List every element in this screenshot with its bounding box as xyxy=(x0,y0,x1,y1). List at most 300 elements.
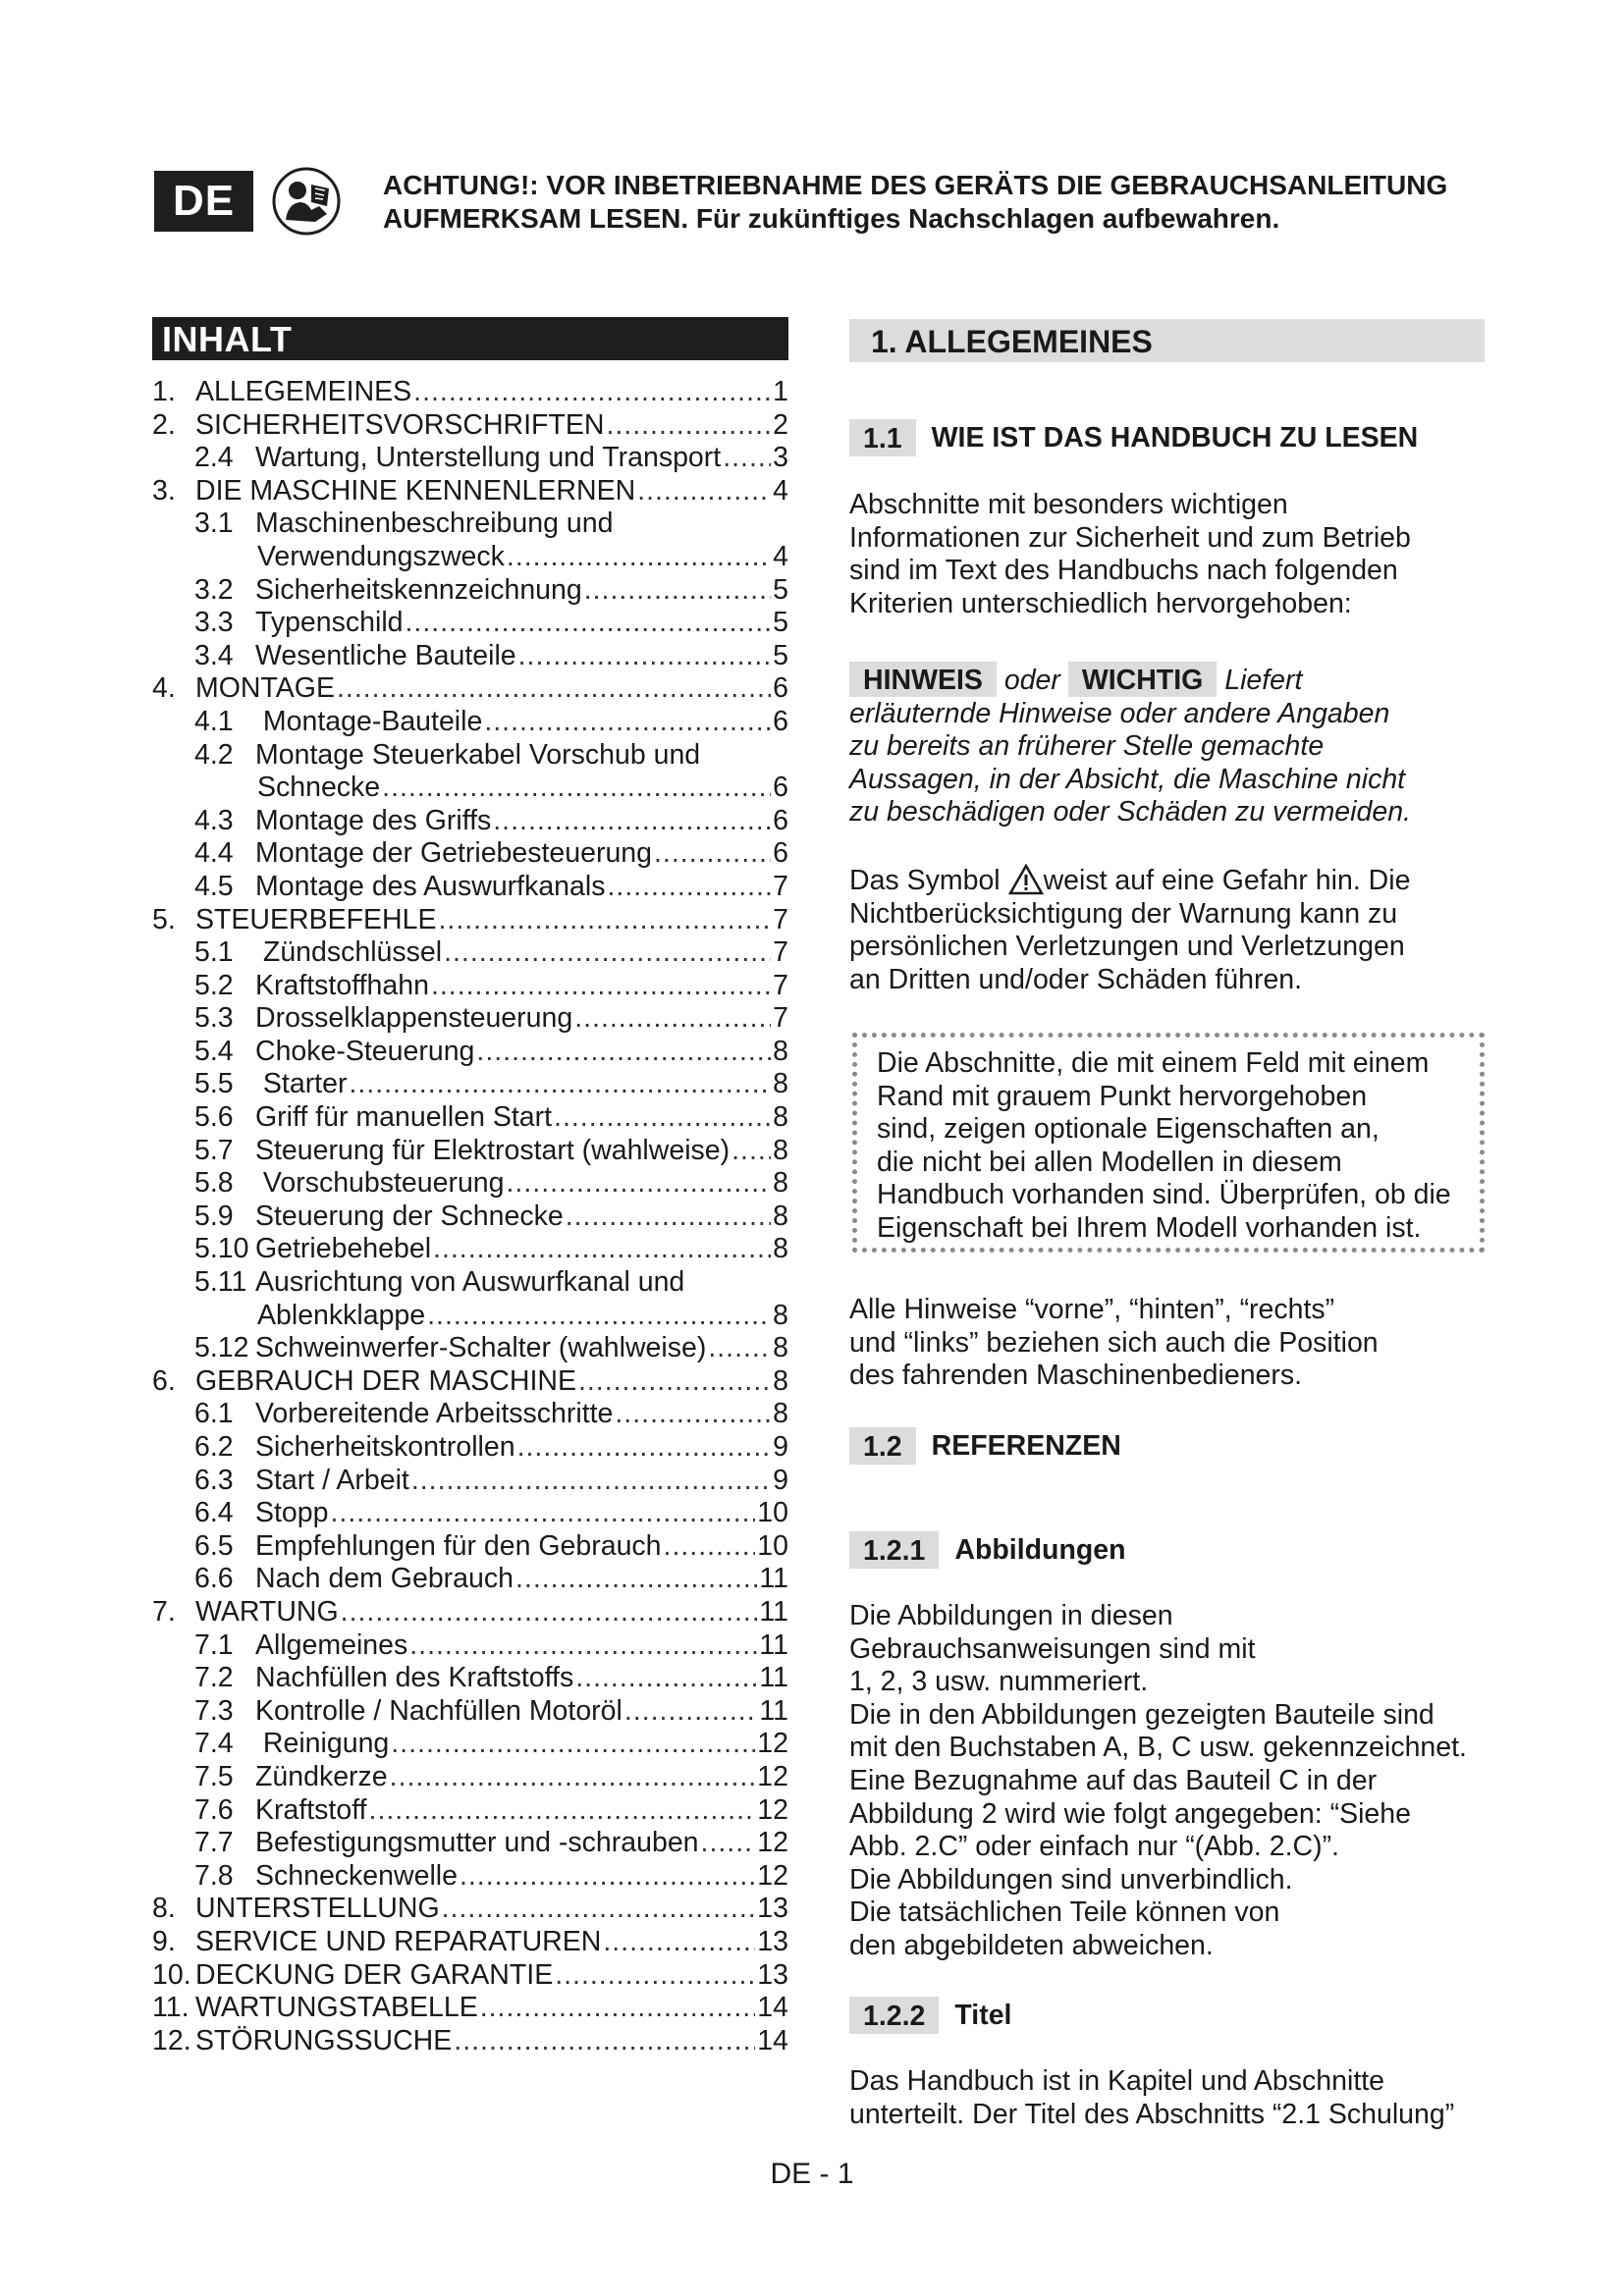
toc-leader-dots xyxy=(708,1332,771,1365)
text-line: den abgebildeten abweichen. xyxy=(849,1929,1214,1961)
toc-entry xyxy=(152,1596,788,1629)
toc-entry-title: Befestigungsmutter und -schrauben xyxy=(255,1827,699,1859)
paragraph-symbol xyxy=(849,864,1410,996)
toc-entry-number: 7.5 xyxy=(194,1760,234,1792)
toc-entry-page: 6 xyxy=(773,804,788,836)
toc-entry-page: 12 xyxy=(757,1793,788,1826)
toc-entry-title: DIE MASCHINE KENNENLERNEN xyxy=(195,474,636,507)
read-manual-icon xyxy=(272,167,341,236)
text-line: Nichtberücksichtigung der Warnung kann zu xyxy=(849,897,1398,930)
toc-entry-page: 2 xyxy=(773,408,788,441)
toc-entry-page: 6 xyxy=(773,705,788,737)
toc-entry-title: Sicherheitskontrollen xyxy=(255,1431,515,1463)
toc-entry-page: 8 xyxy=(773,1332,788,1364)
text-line: persönlichen Verletzungen und Verletzungen xyxy=(849,931,1405,963)
toc-entry xyxy=(152,772,788,805)
toc-entry-number: 4.5 xyxy=(194,870,234,902)
toc-entry-number: 5.6 xyxy=(194,1101,234,1134)
wichtig-tag: WICHTIG xyxy=(1068,662,1217,697)
toc-entry xyxy=(152,1794,788,1828)
toc-entry xyxy=(152,1036,788,1069)
toc-entry xyxy=(152,1266,788,1300)
toc-entry-title: Montage der Getriebesteuerung xyxy=(255,837,653,870)
toc-entry xyxy=(152,1629,788,1663)
toc-entry-page: 12 xyxy=(757,1728,788,1760)
toc-leader-dots xyxy=(390,1761,756,1794)
toc-leader-dots xyxy=(411,1465,771,1498)
toc-entry xyxy=(152,1398,788,1431)
toc-entry-number: 7.4 xyxy=(194,1728,234,1760)
toc-entry-page: 8 xyxy=(773,1068,788,1100)
toc-entry xyxy=(152,1300,788,1333)
toc-entry-title: SICHERHEITSVORSCHRIFTEN xyxy=(195,408,605,441)
toc-entry-title: Wartung, Unterstellung und Transport xyxy=(255,442,722,474)
toc-entry-page: 10 xyxy=(757,1529,788,1562)
text-line: Rand mit grauem Punkt hervorgehoben xyxy=(877,1080,1368,1112)
toc-leader-dots xyxy=(460,1860,755,1894)
toc-entry-number: 4.3 xyxy=(194,804,234,836)
toc-leader-dots xyxy=(484,706,771,739)
text-line: Aussagen, in der Absicht, die Maschine nicht xyxy=(849,763,1406,795)
text-line: Eigenschaft bei Ihrem Modell vorhanden ist. xyxy=(877,1211,1422,1244)
table-of-contents xyxy=(152,376,788,2057)
toc-entry-number: 4.1 xyxy=(194,705,234,737)
toc-entry xyxy=(152,1497,788,1530)
subsection-title: Titel xyxy=(954,1999,1012,2031)
toc-entry xyxy=(152,1860,788,1894)
toc-entry-title: WARTUNGSTABELLE xyxy=(195,1992,478,2024)
toc-entry-number: 5. xyxy=(152,903,176,935)
toc-leader-dots xyxy=(493,805,771,838)
text-line: Gebrauchsanweisungen sind mit xyxy=(849,1632,1256,1665)
toc-leader-dots xyxy=(406,607,772,640)
toc-entry-page: 8 xyxy=(773,1035,788,1067)
toc-entry-number: 6. xyxy=(152,1364,176,1397)
toc-entry-title: STEUERBEFEHLE xyxy=(195,903,437,935)
toc-entry-number: 7.3 xyxy=(194,1694,234,1727)
toc-leader-dots xyxy=(654,837,771,871)
toc-entry-title: Nach dem Gebrauch xyxy=(255,1563,514,1595)
toc-entry xyxy=(152,1332,788,1365)
toc-entry-number: 4. xyxy=(152,672,176,705)
toc-entry-page: 11 xyxy=(759,1662,788,1694)
toc-entry-number: 5.2 xyxy=(194,969,234,1001)
text-line: Handbuch vorhanden sind. Überprüfen, ob die xyxy=(877,1179,1451,1211)
toc-entry xyxy=(152,475,788,508)
toc-entry-page: 8 xyxy=(773,1134,788,1166)
toc-entry-page: 7 xyxy=(773,903,788,935)
toc-entry-title: MONTAGE xyxy=(195,672,335,705)
toc-entry-page: 8 xyxy=(773,1398,788,1430)
toc-leader-dots xyxy=(413,376,771,409)
toc-entry-title: GEBRAUCH DER MASCHINE xyxy=(195,1364,576,1397)
toc-entry-page: 1 xyxy=(773,376,788,407)
toc-entry-title: DECKUNG DER GARANTIE xyxy=(195,1958,554,1991)
toc-leader-dots xyxy=(382,772,771,805)
toc-entry xyxy=(152,1167,788,1201)
text-line: Abbildung 2 wird wie folgt angegeben: “Siehe xyxy=(849,1797,1411,1830)
toc-leader-dots xyxy=(731,1135,771,1168)
language-badge: DE xyxy=(154,171,253,232)
toc-entry-number: 5.3 xyxy=(194,1002,234,1035)
toc-entry-number: 5.1 xyxy=(194,936,234,969)
toc-leader-dots xyxy=(409,1629,757,1663)
toc-entry xyxy=(152,1827,788,1860)
toc-entry-title: Wesentliche Bauteile xyxy=(255,639,516,671)
subsection-number: 1.1 xyxy=(849,419,916,456)
toc-entry-page: 9 xyxy=(773,1431,788,1463)
toc-entry-number: 4.2 xyxy=(194,738,234,771)
toc-entry-title: Stopp xyxy=(255,1497,329,1529)
toc-entry-number: 1. xyxy=(152,376,176,407)
toc-entry xyxy=(152,1201,788,1234)
toc-entry xyxy=(152,936,788,970)
toc-entry-title: Zündkerze xyxy=(255,1760,388,1792)
toc-entry-page: 4 xyxy=(773,474,788,507)
toc-entry-number: 5.8 xyxy=(194,1167,234,1200)
toc-entry xyxy=(152,1530,788,1564)
page-number: DE - 1 xyxy=(770,2158,854,2190)
toc-entry xyxy=(152,672,788,706)
toc-entry-page: 12 xyxy=(757,1859,788,1892)
warning-triangle-icon xyxy=(1008,864,1044,895)
toc-entry-page: 12 xyxy=(757,1760,788,1792)
toc-leader-dots xyxy=(438,904,771,937)
toc-entry-title: Schnecke xyxy=(257,772,381,804)
toc-entry-page: 5 xyxy=(773,573,788,606)
toc-leader-dots xyxy=(330,1497,755,1530)
toc-entry-page: 8 xyxy=(773,1233,788,1265)
toc-entry xyxy=(152,541,788,574)
toc-entry xyxy=(152,1431,788,1465)
toc-entry xyxy=(152,1233,788,1266)
toc-entry-title: ALLEGEMEINES xyxy=(195,376,412,407)
text-line: zu beschädigen oder Schäden zu vermeiden. xyxy=(849,796,1411,828)
toc-leader-dots xyxy=(444,936,771,970)
toc-leader-dots xyxy=(615,1398,771,1431)
toc-entry-number: 6.4 xyxy=(194,1497,234,1529)
text-line: 1, 2, 3 usw. nummeriert. xyxy=(849,1666,1149,1698)
paragraph-figures xyxy=(849,1600,1467,1963)
toc-entry-number: 7.6 xyxy=(194,1793,234,1826)
text-line: Die Abbildungen in diesen xyxy=(849,1600,1173,1631)
toc-entry xyxy=(152,1365,788,1399)
toc-leader-dots xyxy=(624,1695,758,1729)
toc-entry-number: 5.11 xyxy=(194,1266,247,1299)
toc-entry-title: SERVICE UND REPARATUREN xyxy=(195,1925,602,1957)
toc-entry-number: 2. xyxy=(152,408,176,441)
toc-entry-title: Nachfüllen des Kraftstoffs xyxy=(255,1662,574,1694)
toc-leader-dots xyxy=(507,541,771,574)
toc-entry-number: 9. xyxy=(152,1925,176,1957)
subsection-1-1-header xyxy=(849,419,1418,456)
toc-leader-dots xyxy=(454,2025,755,2058)
toc-leader-dots xyxy=(555,1959,755,1993)
toc-leader-dots xyxy=(517,1431,772,1465)
toc-entry-page: 11 xyxy=(759,1694,788,1727)
text-line: und “links” beziehen sich auch die Position xyxy=(849,1326,1379,1359)
toc-entry-number: 5.7 xyxy=(194,1134,234,1166)
toc-entry-number: 3.3 xyxy=(194,607,234,639)
toc-entry-title: Vorschubsteuerung xyxy=(255,1167,505,1200)
toc-entry-page: 6 xyxy=(773,672,788,705)
toc-entry-page: 7 xyxy=(773,1002,788,1035)
toc-entry-page: 4 xyxy=(773,540,788,572)
toc-leader-dots xyxy=(507,1167,772,1201)
toc-entry-page: 6 xyxy=(773,837,788,870)
toc-entry xyxy=(152,739,788,773)
subsection-1-2-2-header xyxy=(849,1997,1011,2034)
toc-entry-title: Maschinenbeschreibung und xyxy=(255,507,614,540)
toc-entry-page: 10 xyxy=(757,1497,788,1529)
toc-entry xyxy=(152,1662,788,1695)
toc-entry-number: 7.1 xyxy=(194,1629,234,1661)
toc-entry xyxy=(152,1926,788,1959)
toc-entry-number: 5.9 xyxy=(194,1200,234,1232)
toc-entry-number: 12. xyxy=(152,2024,191,2056)
toc-leader-dots xyxy=(584,574,771,608)
toc-leader-dots xyxy=(337,672,771,706)
toc-leader-dots xyxy=(566,1201,771,1234)
toc-leader-dots xyxy=(476,1036,771,1069)
toc-entry-page: 11 xyxy=(759,1595,788,1628)
toc-entry-number: 5.4 xyxy=(194,1035,234,1067)
toc-entry-page: 11 xyxy=(759,1563,788,1595)
toc-leader-dots xyxy=(606,409,771,443)
toc-entry-number: 6.6 xyxy=(194,1563,234,1595)
text-fragment: weist auf eine Gefahr hin. Die xyxy=(1043,865,1411,896)
symbol-line xyxy=(849,864,1410,898)
toc-entry-number: 8. xyxy=(152,1893,176,1925)
toc-leader-dots xyxy=(433,1233,771,1266)
toc-entry-title: Starter xyxy=(255,1068,348,1100)
toc-entry-title: Start / Arbeit xyxy=(255,1464,409,1496)
section-title: 1. ALLEGEMEINES xyxy=(849,319,1485,362)
toc-entry xyxy=(152,904,788,937)
toc-entry-number: 6.2 xyxy=(194,1431,234,1463)
toc-entry-number: 6.1 xyxy=(194,1398,234,1430)
toc-entry xyxy=(152,706,788,739)
toc-entry xyxy=(152,409,788,443)
toc-entry xyxy=(152,1563,788,1596)
text-line: an Dritten und/oder Schäden führen. xyxy=(849,963,1303,995)
toc-leader-dots xyxy=(442,1893,756,1926)
toc-entry xyxy=(152,1761,788,1794)
subsection-1-2-1-header xyxy=(849,1531,1126,1569)
text-line: Das Handbuch ist in Kapitel und Abschnitte xyxy=(849,2065,1385,2097)
toc-entry-page: 3 xyxy=(773,442,788,474)
text-fragment: Das Symbol xyxy=(849,865,1001,896)
toc-entry xyxy=(152,1992,788,2025)
text-line: Alle Hinweise “vorne”, “hinten”, “rechts” xyxy=(849,1294,1335,1325)
toc-title: INHALT xyxy=(152,317,788,360)
text-line: Die Abbildungen sind unverbindlich. xyxy=(849,1863,1293,1896)
toc-entry-title: Empfehlungen für den Gebrauch xyxy=(255,1529,662,1562)
text-line: Abb. 2.C” oder einfach nur “(Abb. 2.C)”. xyxy=(849,1831,1339,1863)
text-line: erläuternde Hinweise oder andere Angaben xyxy=(849,697,1390,729)
text-line: sind im Text des Handbuchs nach folgenden xyxy=(849,555,1398,587)
subsection-number: 1.2 xyxy=(849,1427,916,1465)
toc-entry xyxy=(152,1101,788,1135)
toc-entry-number: 3.1 xyxy=(194,507,234,540)
toc-entry xyxy=(152,805,788,838)
toc-entry-title: Montage-Bauteile xyxy=(255,705,483,737)
text-line: Abschnitte mit besonders wichtigen xyxy=(849,489,1288,520)
toc-entry-title: Vorbereitende Arbeitsschritte xyxy=(255,1398,614,1430)
paragraph-titles xyxy=(849,2065,1454,2131)
toc-entry xyxy=(152,1728,788,1761)
toc-leader-dots xyxy=(574,1002,771,1036)
toc-entry-title: Kraftstoffhahn xyxy=(255,969,429,1001)
toc-entry-title: Kontrolle / Nachfüllen Motoröl xyxy=(255,1694,623,1727)
text-line: die nicht bei allen Modellen in diesem xyxy=(877,1146,1342,1178)
toc-entry xyxy=(152,442,788,475)
text-line: Die tatsächlichen Teile können von xyxy=(849,1896,1280,1929)
hinweis-line xyxy=(849,662,1411,698)
toc-entry xyxy=(152,2025,788,2058)
toc-entry-title: Montage des Griffs xyxy=(255,804,492,836)
toc-entry-title: Zündschlüssel xyxy=(255,936,443,969)
toc-entry-page: 6 xyxy=(773,772,788,804)
toc-entry-number: 4.4 xyxy=(194,837,234,870)
subsection-title: Abbildungen xyxy=(954,1533,1126,1566)
toc-entry xyxy=(152,1959,788,1993)
toc-entry xyxy=(152,640,788,673)
toc-entry-number: 11. xyxy=(152,1992,189,2024)
toc-entry-number: 6.3 xyxy=(194,1464,234,1496)
toc-entry-title: Ausrichtung von Auswurfkanal und xyxy=(255,1266,685,1299)
toc-leader-dots xyxy=(341,1596,758,1629)
toc-leader-dots xyxy=(723,442,771,475)
toc-entry-title: Getriebehebel xyxy=(255,1233,432,1265)
toc-entry-title: Sicherheitskennzeichnung xyxy=(255,573,582,606)
toc-entry-page: 5 xyxy=(773,607,788,639)
toc-entry-title: Montage Steuerkabel Vorschub und xyxy=(255,738,701,771)
subsection-title: REFERENZEN xyxy=(931,1429,1121,1462)
toc-entry xyxy=(152,1068,788,1101)
toc-leader-dots xyxy=(480,1992,756,2025)
toc-entry xyxy=(152,607,788,640)
toc-entry xyxy=(152,574,788,608)
toc-entry-page: 13 xyxy=(757,1958,788,1991)
toc-entry-number: 2.4 xyxy=(194,442,234,474)
paragraph-directions xyxy=(849,1294,1379,1393)
toc-entry-title: Allgemeines xyxy=(255,1629,408,1661)
subsection-number: 1.2.1 xyxy=(849,1531,939,1569)
toc-entry-title: Griff für manuellen Start xyxy=(255,1101,553,1134)
toc-entry-page: 7 xyxy=(773,936,788,969)
toc-entry xyxy=(152,1695,788,1729)
toc-entry-page: 13 xyxy=(757,1925,788,1957)
toc-entry-title: Drosselklappensteuerung xyxy=(255,1002,573,1035)
subsection-number: 1.2.2 xyxy=(849,1997,939,2034)
toc-entry-title: Steuerung der Schnecke xyxy=(255,1200,564,1232)
toc-entry-title: Steuerung für Elektrostart (wahlweise) xyxy=(255,1134,731,1166)
toc-leader-dots xyxy=(637,475,771,508)
toc-entry-page: 13 xyxy=(757,1893,788,1925)
warning-notice xyxy=(383,169,1512,236)
toc-leader-dots xyxy=(575,1662,757,1695)
toc-entry-page: 12 xyxy=(757,1827,788,1859)
paragraph-hinweis xyxy=(849,662,1411,829)
toc-entry-page: 14 xyxy=(757,2024,788,2056)
toc-entry xyxy=(152,837,788,871)
toc-leader-dots xyxy=(431,970,771,1003)
warning-line-2: AUFMERKSAM LESEN. Für zukünftiges Nachschlagen aufbewahren. xyxy=(383,203,1280,234)
toc-entry-number: 7.8 xyxy=(194,1859,234,1892)
toc-entry-page: 8 xyxy=(773,1200,788,1232)
toc-entry-number: 7. xyxy=(152,1595,176,1628)
text-line: mit den Buchstaben A, B, C usw. gekennzeichnet. xyxy=(849,1732,1467,1764)
toc-entry xyxy=(152,1893,788,1926)
toc-entry-number: 5.12 xyxy=(194,1332,249,1364)
toc-leader-dots xyxy=(664,1530,756,1564)
toc-entry-title: Choke-Steuerung xyxy=(255,1035,475,1067)
toc-entry-page: 8 xyxy=(773,1101,788,1134)
toc-leader-dots xyxy=(427,1300,771,1333)
text-line: zu bereits an früherer Stelle gemachte xyxy=(849,730,1325,763)
toc-entry-page: 9 xyxy=(773,1464,788,1496)
toc-leader-dots xyxy=(518,640,772,673)
text-line: Kriterien unterschiedlich hervorgehoben: xyxy=(849,587,1352,619)
toc-entry-number: 7.2 xyxy=(194,1662,234,1694)
toc-entry-page: 7 xyxy=(773,969,788,1001)
toc-entry-title: Schneckenwelle xyxy=(255,1859,458,1892)
toc-entry-page: 8 xyxy=(773,1299,788,1331)
text-line: des fahrenden Maschinenbedieners. xyxy=(849,1360,1303,1392)
toc-entry-page: 5 xyxy=(773,639,788,671)
toc-entry-number: 5.10 xyxy=(194,1233,249,1265)
text-line: Die in den Abbildungen gezeigten Bauteile sind xyxy=(849,1698,1435,1731)
toc-entry-title: Kraftstoff xyxy=(255,1793,367,1826)
toc-leader-dots xyxy=(391,1728,755,1761)
liefert-word: Liefert xyxy=(1224,665,1303,696)
toc-entry-title: Reinigung xyxy=(255,1728,390,1760)
toc-entry-page: 8 xyxy=(773,1364,788,1397)
hinweis-tag: HINWEIS xyxy=(849,662,997,697)
toc-leader-dots xyxy=(578,1365,771,1399)
toc-entry xyxy=(152,376,788,409)
text-line: Informationen zur Sicherheit und zum Betrieb xyxy=(849,521,1411,554)
toc-leader-dots xyxy=(515,1563,757,1596)
toc-entry-title: Montage des Auswurfkanals xyxy=(255,870,606,902)
toc-entry xyxy=(152,1465,788,1498)
toc-entry xyxy=(152,1002,788,1036)
toc-entry-title: Verwendungszweck xyxy=(257,540,505,572)
toc-entry-number: 3.2 xyxy=(194,573,234,606)
toc-leader-dots xyxy=(554,1101,771,1135)
toc-entry-title: STÖRUNGSSUCHE xyxy=(195,2024,453,2056)
toc-entry-number: 6.5 xyxy=(194,1529,234,1562)
toc-leader-dots xyxy=(369,1794,756,1828)
oder-word: oder xyxy=(1003,665,1060,696)
paragraph-intro xyxy=(849,489,1411,620)
toc-entry xyxy=(152,507,788,541)
warning-line-1: ACHTUNG!: VOR INBETRIEBNAHME DES GERÄTS DIE GEBRAUCHSANLEITUNG xyxy=(383,170,1448,200)
optional-feature-box xyxy=(852,1033,1485,1253)
toc-entry-number: 3. xyxy=(152,474,176,507)
toc-entry-number: 5.5 xyxy=(194,1068,234,1100)
text-line: sind, zeigen optionale Eigenschaften an, xyxy=(877,1113,1380,1146)
toc-entry-title: Schweinwerfer-Schalter (wahlweise) xyxy=(255,1332,707,1364)
toc-entry-title: UNTERSTELLUNG xyxy=(195,1893,440,1925)
toc-entry-title: Typenschild xyxy=(255,607,404,639)
toc-entry-number: 3.4 xyxy=(194,639,234,671)
toc-entry-page: 8 xyxy=(773,1167,788,1200)
toc-entry-title: Ablenkklappe xyxy=(257,1299,426,1331)
toc-entry-number: 7.7 xyxy=(194,1827,234,1859)
subsection-1-2-header xyxy=(849,1427,1121,1465)
